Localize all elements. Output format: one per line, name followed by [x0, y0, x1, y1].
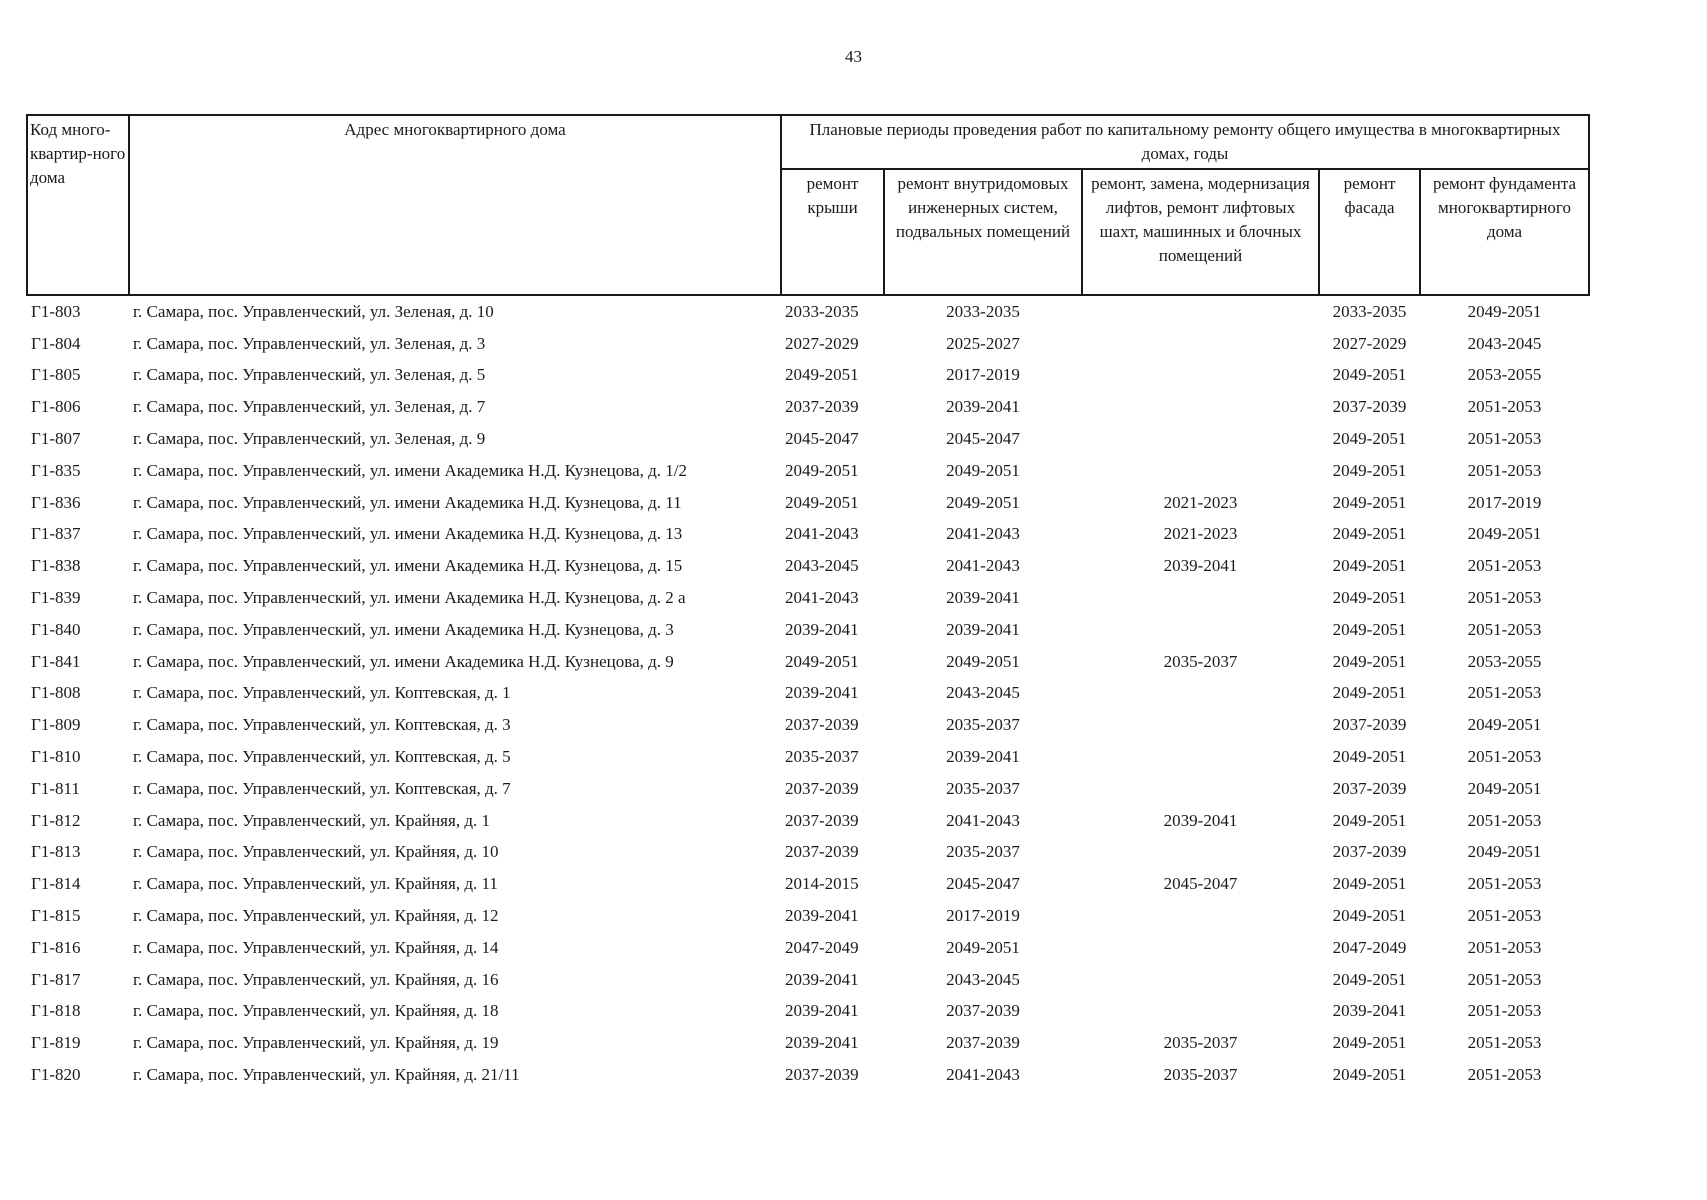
cell-foundation: 2051-2053: [1467, 429, 1542, 449]
cell-code: Г1-818: [31, 1001, 81, 1021]
cell-engineering: 2041-2043: [946, 524, 1020, 544]
cell-roof: 2027-2029: [785, 333, 859, 353]
cell-facade: 2037-2039: [1332, 397, 1407, 417]
cell-facade: 2049-2051: [1332, 810, 1407, 830]
cell-roof: 2037-2039: [785, 397, 859, 417]
cell-code: Г1-805: [31, 365, 81, 385]
cell-engineering: 2039-2041: [946, 747, 1020, 767]
page-number: 43: [845, 47, 862, 66]
cell-code: Г1-808: [31, 683, 81, 703]
cell-facade: 2049-2051: [1332, 651, 1407, 671]
cell-code: Г1-811: [31, 778, 80, 798]
cell-engineering: 2037-2039: [946, 1033, 1020, 1053]
cell-elevators: [1082, 295, 1319, 328]
cell-code: Г1-806: [31, 397, 81, 417]
cell-engineering: 2049-2051: [946, 492, 1020, 512]
cell-foundation: 2051-2053: [1467, 619, 1542, 639]
cell-engineering: 2049-2051: [946, 651, 1020, 671]
cell-code: Г1-809: [31, 715, 81, 735]
cell-code: Г1-807: [31, 429, 81, 449]
cell-code: Г1-815: [31, 906, 81, 926]
cell-engineering: 2037-2039: [946, 1001, 1020, 1021]
cell-code: Г1-817: [31, 969, 81, 989]
table-row: [27, 773, 1589, 805]
cell-engineering: 2049-2051: [946, 460, 1020, 480]
cell-elevators: 2039-2041: [1163, 556, 1238, 576]
table-row: [27, 1027, 1589, 1059]
cell-address: г. Самара, пос. Управленческий, ул. Крайняя, д. 12: [133, 906, 499, 926]
cell-facade: 2049-2051: [1332, 429, 1407, 449]
cell-facade: 2049-2051: [1332, 1065, 1407, 1085]
cell-elevators: [1082, 773, 1319, 805]
cell-engineering: 2033-2035: [946, 301, 1020, 321]
cell-address: г. Самара, пос. Управленческий, ул. имени Академика Н.Д. Кузнецова, д. 13: [133, 524, 683, 544]
cell-address: г. Самара, пос. Управленческий, ул. Крайняя, д. 21/11: [133, 1065, 520, 1085]
table-row: [27, 709, 1589, 741]
cell-elevators: [1082, 964, 1319, 996]
table-row: [27, 678, 1589, 710]
cell-elevators: [1082, 678, 1319, 710]
cell-foundation: 2051-2053: [1467, 588, 1542, 608]
cell-engineering: 2039-2041: [946, 397, 1020, 417]
cell-elevators: [1082, 614, 1319, 646]
cell-foundation: 2051-2053: [1467, 969, 1542, 989]
cell-foundation: 2053-2055: [1467, 365, 1542, 385]
cell-elevators: [1082, 360, 1319, 392]
cell-elevators: 2035-2037: [1163, 1033, 1238, 1053]
table-row: [27, 1059, 1589, 1091]
cell-facade: 2039-2041: [1332, 1001, 1407, 1021]
cell-code: Г1-841: [31, 651, 81, 671]
cell-roof: 2037-2039: [785, 778, 859, 798]
cell-roof: 2039-2041: [785, 1001, 859, 1021]
cell-roof: 2045-2047: [785, 429, 859, 449]
cell-facade: 2049-2051: [1332, 619, 1407, 639]
cell-foundation: 2049-2051: [1467, 778, 1542, 798]
cell-engineering: 2017-2019: [946, 365, 1020, 385]
cell-roof: 2037-2039: [785, 842, 859, 862]
cell-engineering: 2041-2043: [946, 556, 1020, 576]
cell-foundation: 2049-2051: [1467, 524, 1542, 544]
table-row: [27, 360, 1589, 392]
cell-address: г. Самара, пос. Управленческий, ул. имени Академика Н.Д. Кузнецова, д. 1/2: [133, 460, 687, 480]
cell-code: Г1-803: [31, 301, 81, 321]
cell-facade: 2049-2051: [1332, 556, 1407, 576]
cell-roof: 2043-2045: [785, 556, 859, 576]
cell-roof: 2037-2039: [785, 1065, 859, 1085]
cell-facade: 2037-2039: [1332, 715, 1407, 735]
cell-code: Г1-820: [31, 1065, 81, 1085]
cell-address: г. Самара, пос. Управленческий, ул. Крайняя, д. 1: [133, 810, 490, 830]
cell-foundation: 2051-2053: [1467, 1065, 1542, 1085]
cell-foundation: 2051-2053: [1467, 874, 1542, 894]
table-row: [27, 805, 1589, 837]
cell-code: Г1-836: [31, 492, 81, 512]
cell-roof: 2041-2043: [785, 524, 859, 544]
cell-foundation: 2051-2053: [1467, 1001, 1542, 1021]
table-row: [27, 487, 1589, 519]
cell-elevators: [1082, 709, 1319, 741]
cell-code: Г1-812: [31, 810, 81, 830]
header-periods: Плановые периоды проведения работ по капитальному ремонту общего имущества в многоквартирных домах, годы: [781, 115, 1589, 169]
header-facade: ремонт фасада: [1319, 169, 1420, 295]
cell-foundation: 2049-2051: [1467, 715, 1542, 735]
cell-code: Г1-835: [31, 460, 81, 480]
cell-elevators: [1082, 455, 1319, 487]
cell-address: г. Самара, пос. Управленческий, ул. Коптевская, д. 3: [133, 715, 511, 735]
cell-roof: 2014-2015: [785, 874, 859, 894]
cell-elevators: [1082, 837, 1319, 869]
cell-roof: 2033-2035: [785, 301, 859, 321]
cell-address: г. Самара, пос. Управленческий, ул. имени Академика Н.Д. Кузнецова, д. 15: [133, 556, 683, 576]
cell-address: г. Самара, пос. Управленческий, ул. Коптевская, д. 5: [133, 747, 511, 767]
cell-roof: 2037-2039: [785, 715, 859, 735]
cell-foundation: 2051-2053: [1467, 683, 1542, 703]
cell-engineering: 2039-2041: [946, 588, 1020, 608]
header-engineering: ремонт внутридомовых инженерных систем, подвальных помещений: [884, 169, 1082, 295]
table-row: [27, 868, 1589, 900]
cell-engineering: 2039-2041: [946, 619, 1020, 639]
cell-address: г. Самара, пос. Управленческий, ул. имени Академика Н.Д. Кузнецова, д. 2 а: [133, 588, 686, 608]
cell-foundation: 2051-2053: [1467, 397, 1542, 417]
cell-foundation: 2051-2053: [1467, 810, 1542, 830]
cell-engineering: 2043-2045: [946, 969, 1020, 989]
cell-roof: 2041-2043: [785, 588, 859, 608]
cell-code: Г1-819: [31, 1033, 81, 1053]
cell-roof: 2039-2041: [785, 1033, 859, 1053]
cell-roof: 2049-2051: [785, 492, 859, 512]
table-row: [27, 614, 1589, 646]
cell-code: Г1-839: [31, 588, 81, 608]
cell-foundation: 2049-2051: [1467, 301, 1542, 321]
cell-address: г. Самара, пос. Управленческий, ул. имени Академика Н.Д. Кузнецова, д. 3: [133, 619, 674, 639]
table-row: [27, 328, 1589, 360]
cell-code: Г1-810: [31, 747, 81, 767]
cell-address: г. Самара, пос. Управленческий, ул. Зеленая, д. 5: [133, 365, 486, 385]
cell-foundation: 2051-2053: [1467, 556, 1542, 576]
cell-elevators: [1082, 932, 1319, 964]
cell-elevators: [1082, 996, 1319, 1028]
cell-elevators: [1082, 741, 1319, 773]
cell-elevators: [1082, 900, 1319, 932]
cell-address: г. Самара, пос. Управленческий, ул. Крайняя, д. 10: [133, 842, 499, 862]
cell-facade: 2049-2051: [1332, 874, 1407, 894]
cell-code: Г1-838: [31, 556, 81, 576]
cell-foundation: 2051-2053: [1467, 747, 1542, 767]
header-roof: ремонт крыши: [781, 169, 884, 295]
table-row: [27, 837, 1589, 869]
cell-address: г. Самара, пос. Управленческий, ул. имени Академика Н.Д. Кузнецова, д. 9: [133, 651, 674, 671]
cell-foundation: 2051-2053: [1467, 906, 1542, 926]
cell-elevators: 2035-2037: [1163, 1065, 1238, 1085]
cell-address: г. Самара, пос. Управленческий, ул. Крайняя, д. 18: [133, 1001, 499, 1021]
cell-engineering: 2025-2027: [946, 333, 1020, 353]
cell-address: г. Самара, пос. Управленческий, ул. имени Академика Н.Д. Кузнецова, д. 11: [133, 492, 682, 512]
table-row: [27, 423, 1589, 455]
header-foundation: ремонт фундамента многоквартирного дома: [1420, 169, 1589, 295]
cell-code: Г1-813: [31, 842, 81, 862]
cell-facade: 2049-2051: [1332, 747, 1407, 767]
table-row: [27, 582, 1589, 614]
table-row: [27, 964, 1589, 996]
cell-address: г. Самара, пос. Управленческий, ул. Крайняя, д. 11: [133, 874, 498, 894]
cell-foundation: 2051-2053: [1467, 460, 1542, 480]
header-elevators: ремонт, замена, модернизация лифтов, ремонт лифтовых шахт, машинных и блочных помещений: [1082, 169, 1319, 295]
cell-roof: 2039-2041: [785, 683, 859, 703]
repair-schedule-table: [26, 114, 1590, 1091]
cell-engineering: 2017-2019: [946, 906, 1020, 926]
cell-foundation: 2049-2051: [1467, 842, 1542, 862]
cell-facade: 2037-2039: [1332, 778, 1407, 798]
cell-code: Г1-814: [31, 874, 81, 894]
cell-facade: 2049-2051: [1332, 492, 1407, 512]
cell-elevators: [1082, 328, 1319, 360]
cell-code: Г1-804: [31, 333, 81, 353]
cell-elevators: [1082, 391, 1319, 423]
cell-roof: 2037-2039: [785, 810, 859, 830]
cell-engineering: 2049-2051: [946, 937, 1020, 957]
cell-facade: 2049-2051: [1332, 683, 1407, 703]
cell-foundation: 2053-2055: [1467, 651, 1542, 671]
cell-address: г. Самара, пос. Управленческий, ул. Крайняя, д. 14: [133, 937, 499, 957]
cell-foundation: 2017-2019: [1467, 492, 1542, 512]
table-row: [27, 391, 1589, 423]
table-row: [27, 900, 1589, 932]
table-row: [27, 932, 1589, 964]
cell-engineering: 2041-2043: [946, 810, 1020, 830]
cell-code: Г1-837: [31, 524, 81, 544]
cell-elevators: 2039-2041: [1163, 810, 1238, 830]
cell-address: г. Самара, пос. Управленческий, ул. Крайняя, д. 16: [133, 969, 499, 989]
cell-address: г. Самара, пос. Управленческий, ул. Крайняя, д. 19: [133, 1033, 499, 1053]
table-row: [27, 519, 1589, 551]
table-row: [27, 646, 1589, 678]
cell-address: г. Самара, пос. Управленческий, ул. Зеленая, д. 7: [133, 397, 486, 417]
cell-roof: 2039-2041: [785, 969, 859, 989]
table-header: [27, 115, 1589, 295]
table-row: [27, 550, 1589, 582]
cell-roof: 2049-2051: [785, 365, 859, 385]
cell-address: г. Самара, пос. Управленческий, ул. Зеленая, д. 10: [133, 301, 494, 321]
cell-facade: 2049-2051: [1332, 1033, 1407, 1053]
cell-facade: 2049-2051: [1332, 969, 1407, 989]
cell-facade: 2049-2051: [1332, 460, 1407, 480]
table-row: [27, 455, 1589, 487]
cell-elevators: 2021-2023: [1163, 492, 1238, 512]
cell-engineering: 2045-2047: [946, 874, 1020, 894]
cell-elevators: [1082, 582, 1319, 614]
cell-facade: 2049-2051: [1332, 365, 1407, 385]
header-address: Адрес многоквартирного дома: [129, 115, 781, 295]
cell-facade: 2049-2051: [1332, 906, 1407, 926]
cell-address: г. Самара, пос. Управленческий, ул. Зеленая, д. 3: [133, 333, 486, 353]
cell-address: г. Самара, пос. Управленческий, ул. Коптевская, д. 1: [133, 683, 511, 703]
cell-foundation: 2051-2053: [1467, 1033, 1542, 1053]
cell-facade: 2037-2039: [1332, 842, 1407, 862]
cell-elevators: 2035-2037: [1163, 651, 1238, 671]
cell-engineering: 2041-2043: [946, 1065, 1020, 1085]
cell-roof: 2039-2041: [785, 906, 859, 926]
cell-roof: 2049-2051: [785, 651, 859, 671]
cell-address: г. Самара, пос. Управленческий, ул. Коптевская, д. 7: [133, 778, 511, 798]
table-body: [27, 295, 1589, 1091]
cell-engineering: 2043-2045: [946, 683, 1020, 703]
header-code: Код много-квартир-ного дома: [27, 115, 129, 295]
cell-facade: 2049-2051: [1332, 588, 1407, 608]
cell-facade: 2047-2049: [1332, 937, 1407, 957]
cell-facade: 2049-2051: [1332, 524, 1407, 544]
cell-facade: 2033-2035: [1332, 301, 1407, 321]
cell-elevators: 2045-2047: [1163, 874, 1238, 894]
cell-facade: 2027-2029: [1332, 333, 1407, 353]
cell-elevators: [1082, 423, 1319, 455]
cell-roof: 2035-2037: [785, 747, 859, 767]
cell-roof: 2047-2049: [785, 937, 859, 957]
cell-address: г. Самара, пос. Управленческий, ул. Зеленая, д. 9: [133, 429, 486, 449]
cell-engineering: 2045-2047: [946, 429, 1020, 449]
cell-code: Г1-816: [31, 937, 81, 957]
cell-engineering: 2035-2037: [946, 715, 1020, 735]
cell-roof: 2049-2051: [785, 460, 859, 480]
cell-elevators: 2021-2023: [1163, 524, 1238, 544]
cell-roof: 2039-2041: [785, 619, 859, 639]
cell-foundation: 2043-2045: [1467, 333, 1542, 353]
table-row: [27, 741, 1589, 773]
cell-foundation: 2051-2053: [1467, 937, 1542, 957]
table-row: [27, 996, 1589, 1028]
cell-engineering: 2035-2037: [946, 842, 1020, 862]
cell-code: Г1-840: [31, 619, 81, 639]
table-row: [27, 295, 1589, 328]
cell-engineering: 2035-2037: [946, 778, 1020, 798]
